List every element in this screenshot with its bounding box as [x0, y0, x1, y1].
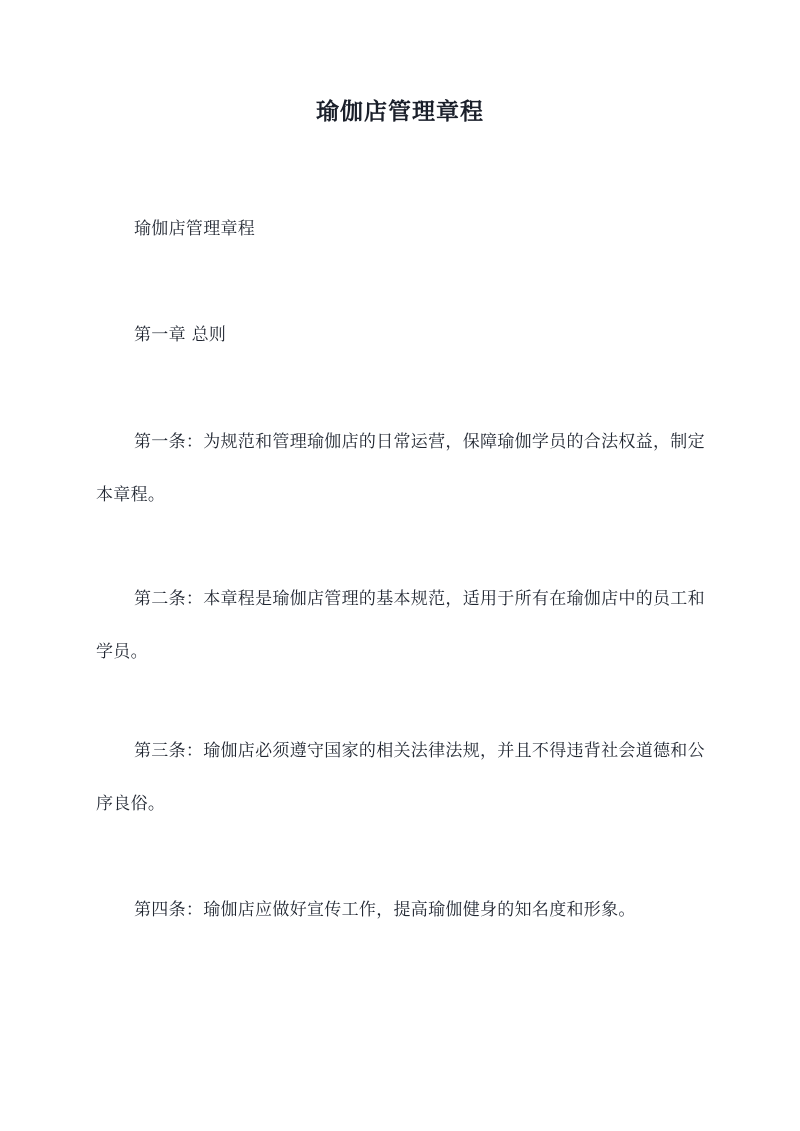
article-3: 第三条：瑜伽店必须遵守国家的相关法律法规，并且不得违背社会道德和公序良俗。 — [96, 741, 705, 814]
article-4: 第四条：瑜伽店应做好宣传工作，提高瑜伽健身的知名度和形象。 — [134, 900, 636, 920]
article-1: 第一条：为规范和管理瑜伽店的日常运营，保障瑜伽学员的合法权益，制定本章程。 — [96, 432, 705, 505]
subtitle-paragraph: 瑜伽店管理章程 — [134, 219, 256, 239]
chapter-heading: 第一章 总则 — [134, 325, 227, 345]
document-title: 瑜伽店管理章程 — [316, 98, 484, 125]
article-2: 第二条：本章程是瑜伽店管理的基本规范，适用于所有在瑜伽店中的员工和学员。 — [96, 589, 705, 662]
